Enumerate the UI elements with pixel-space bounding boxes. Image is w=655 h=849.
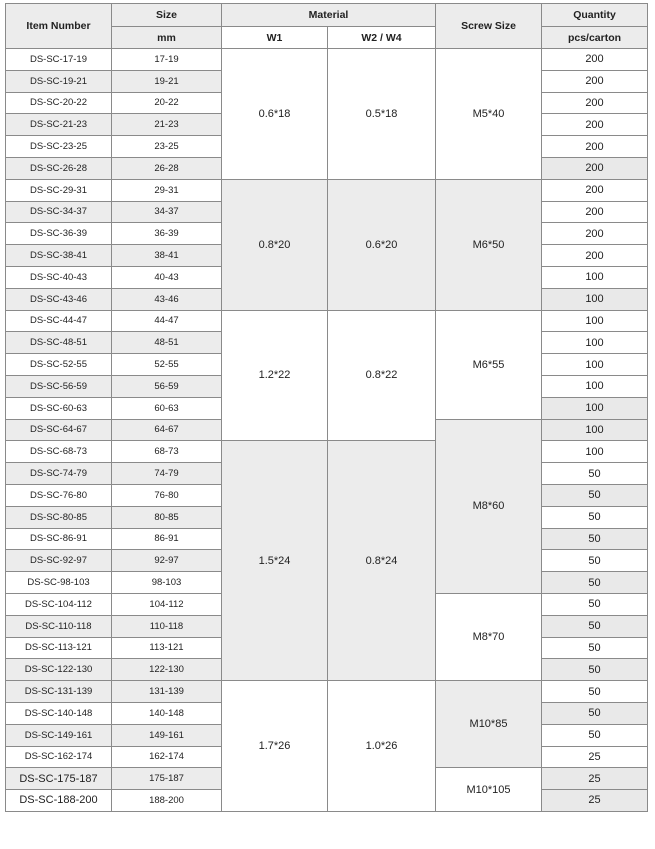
size-unit-header: mm [112, 27, 222, 49]
quantity-cell: 50 [542, 659, 648, 681]
quantity-cell: 200 [542, 70, 648, 92]
quantity-cell: 200 [542, 179, 648, 201]
size-cell: 92-97 [112, 550, 222, 572]
size-cell: 36-39 [112, 223, 222, 245]
item-number-cell: DS-SC-104-112 [6, 593, 112, 615]
size-cell: 74-79 [112, 463, 222, 485]
size-cell: 80-85 [112, 506, 222, 528]
size-cell: 48-51 [112, 332, 222, 354]
item-number-cell: DS-SC-19-21 [6, 70, 112, 92]
size-cell: 56-59 [112, 375, 222, 397]
quantity-cell: 50 [542, 724, 648, 746]
size-cell: 76-80 [112, 484, 222, 506]
w2w4-material-cell: 1.0*26 [328, 681, 436, 812]
w1-material-cell: 1.7*26 [222, 681, 328, 812]
item-number-cell: DS-SC-175-187 [6, 768, 112, 790]
size-cell: 149-161 [112, 724, 222, 746]
size-cell: 188-200 [112, 790, 222, 812]
item-number-cell: DS-SC-21-23 [6, 114, 112, 136]
item-number-cell: DS-SC-34-37 [6, 201, 112, 223]
w2w4-header: W2 / W4 [328, 27, 436, 49]
quantity-cell: 100 [542, 354, 648, 376]
quantity-cell: 200 [542, 92, 648, 114]
size-cell: 113-121 [112, 637, 222, 659]
quantity-cell: 100 [542, 332, 648, 354]
quantity-cell: 25 [542, 746, 648, 768]
item-number-cell: DS-SC-68-73 [6, 441, 112, 463]
quantity-cell: 50 [542, 702, 648, 724]
size-cell: 19-21 [112, 70, 222, 92]
item-number-cell: DS-SC-113-121 [6, 637, 112, 659]
item-number-cell: DS-SC-92-97 [6, 550, 112, 572]
quantity-cell: 50 [542, 484, 648, 506]
quantity-cell: 25 [542, 768, 648, 790]
w1-header: W1 [222, 27, 328, 49]
size-cell: 20-22 [112, 92, 222, 114]
size-cell: 104-112 [112, 593, 222, 615]
item-number-cell: DS-SC-188-200 [6, 790, 112, 812]
size-cell: 122-130 [112, 659, 222, 681]
w1-material-cell: 0.8*20 [222, 179, 328, 310]
quantity-cell: 50 [542, 593, 648, 615]
quantity-cell: 50 [542, 528, 648, 550]
item-number-cell: DS-SC-76-80 [6, 484, 112, 506]
screw-size-header: Screw Size [436, 4, 542, 49]
quantity-cell: 200 [542, 245, 648, 267]
header-row-1 [6, 4, 648, 27]
size-cell: 40-43 [112, 266, 222, 288]
item-number-cell: DS-SC-43-46 [6, 288, 112, 310]
table-row [6, 310, 648, 332]
table-row [6, 681, 648, 703]
quantity-cell: 50 [542, 681, 648, 703]
quantity-unit-header: pcs/carton [542, 27, 648, 49]
item-number-cell: DS-SC-74-79 [6, 463, 112, 485]
item-number-cell: DS-SC-80-85 [6, 506, 112, 528]
quantity-cell: 100 [542, 419, 648, 441]
item-number-cell: DS-SC-20-22 [6, 92, 112, 114]
screw-size-cell: M10*105 [436, 768, 542, 812]
item-number-cell: DS-SC-140-148 [6, 702, 112, 724]
quantity-cell: 100 [542, 310, 648, 332]
screw-size-cell: M5*40 [436, 49, 542, 180]
table-body [6, 49, 648, 812]
size-cell: 131-139 [112, 681, 222, 703]
quantity-cell: 50 [542, 506, 648, 528]
size-cell: 86-91 [112, 528, 222, 550]
product-spec-table [5, 3, 648, 812]
size-cell: 98-103 [112, 572, 222, 594]
quantity-cell: 200 [542, 49, 648, 71]
screw-size-cell: M8*70 [436, 593, 542, 680]
item-number-cell: DS-SC-60-63 [6, 397, 112, 419]
quantity-cell: 50 [542, 550, 648, 572]
quantity-cell: 100 [542, 288, 648, 310]
size-cell: 43-46 [112, 288, 222, 310]
size-cell: 162-174 [112, 746, 222, 768]
size-cell: 64-67 [112, 419, 222, 441]
quantity-cell: 200 [542, 114, 648, 136]
item-number-cell: DS-SC-64-67 [6, 419, 112, 441]
w1-material-cell: 0.6*18 [222, 49, 328, 180]
size-cell: 60-63 [112, 397, 222, 419]
w1-material-cell: 1.2*22 [222, 310, 328, 441]
item-number-cell: DS-SC-36-39 [6, 223, 112, 245]
size-cell: 21-23 [112, 114, 222, 136]
quantity-cell: 50 [542, 463, 648, 485]
quantity-cell: 100 [542, 266, 648, 288]
item-number-cell: DS-SC-110-118 [6, 615, 112, 637]
item-number-cell: DS-SC-131-139 [6, 681, 112, 703]
item-number-cell: DS-SC-26-28 [6, 157, 112, 179]
size-cell: 140-148 [112, 702, 222, 724]
quantity-cell: 25 [542, 790, 648, 812]
size-header: Size [112, 4, 222, 27]
size-cell: 26-28 [112, 157, 222, 179]
size-cell: 17-19 [112, 49, 222, 71]
item-number-cell: DS-SC-122-130 [6, 659, 112, 681]
w1-material-cell: 1.5*24 [222, 441, 328, 681]
item-number-cell: DS-SC-23-25 [6, 136, 112, 158]
quantity-cell: 50 [542, 637, 648, 659]
item-number-header: Item Number [6, 4, 112, 49]
item-number-cell: DS-SC-48-51 [6, 332, 112, 354]
quantity-cell: 200 [542, 136, 648, 158]
table-row [6, 179, 648, 201]
quantity-cell: 200 [542, 201, 648, 223]
size-cell: 38-41 [112, 245, 222, 267]
screw-size-cell: M8*60 [436, 419, 542, 593]
size-cell: 110-118 [112, 615, 222, 637]
size-cell: 175-187 [112, 768, 222, 790]
screw-size-cell: M6*50 [436, 179, 542, 310]
w2w4-material-cell: 0.8*24 [328, 441, 436, 681]
item-number-cell: DS-SC-86-91 [6, 528, 112, 550]
quantity-cell: 200 [542, 157, 648, 179]
size-cell: 44-47 [112, 310, 222, 332]
w2w4-material-cell: 0.8*22 [328, 310, 436, 441]
item-number-cell: DS-SC-98-103 [6, 572, 112, 594]
item-number-cell: DS-SC-40-43 [6, 266, 112, 288]
table-row [6, 49, 648, 71]
quantity-cell: 100 [542, 397, 648, 419]
item-number-cell: DS-SC-38-41 [6, 245, 112, 267]
size-cell: 52-55 [112, 354, 222, 376]
table-row [6, 441, 648, 463]
item-number-cell: DS-SC-149-161 [6, 724, 112, 746]
item-number-cell: DS-SC-29-31 [6, 179, 112, 201]
quantity-cell: 50 [542, 572, 648, 594]
quantity-cell: 200 [542, 223, 648, 245]
quantity-cell: 100 [542, 375, 648, 397]
item-number-cell: DS-SC-52-55 [6, 354, 112, 376]
size-cell: 68-73 [112, 441, 222, 463]
size-cell: 29-31 [112, 179, 222, 201]
quantity-cell: 50 [542, 615, 648, 637]
size-cell: 23-25 [112, 136, 222, 158]
material-header: Material [222, 4, 436, 27]
screw-size-cell: M6*55 [436, 310, 542, 419]
item-number-cell: DS-SC-44-47 [6, 310, 112, 332]
w2w4-material-cell: 0.6*20 [328, 179, 436, 310]
item-number-cell: DS-SC-56-59 [6, 375, 112, 397]
w2w4-material-cell: 0.5*18 [328, 49, 436, 180]
quantity-cell: 100 [542, 441, 648, 463]
item-number-cell: DS-SC-17-19 [6, 49, 112, 71]
item-number-cell: DS-SC-162-174 [6, 746, 112, 768]
quantity-header: Quantity [542, 4, 648, 27]
size-cell: 34-37 [112, 201, 222, 223]
screw-size-cell: M10*85 [436, 681, 542, 768]
